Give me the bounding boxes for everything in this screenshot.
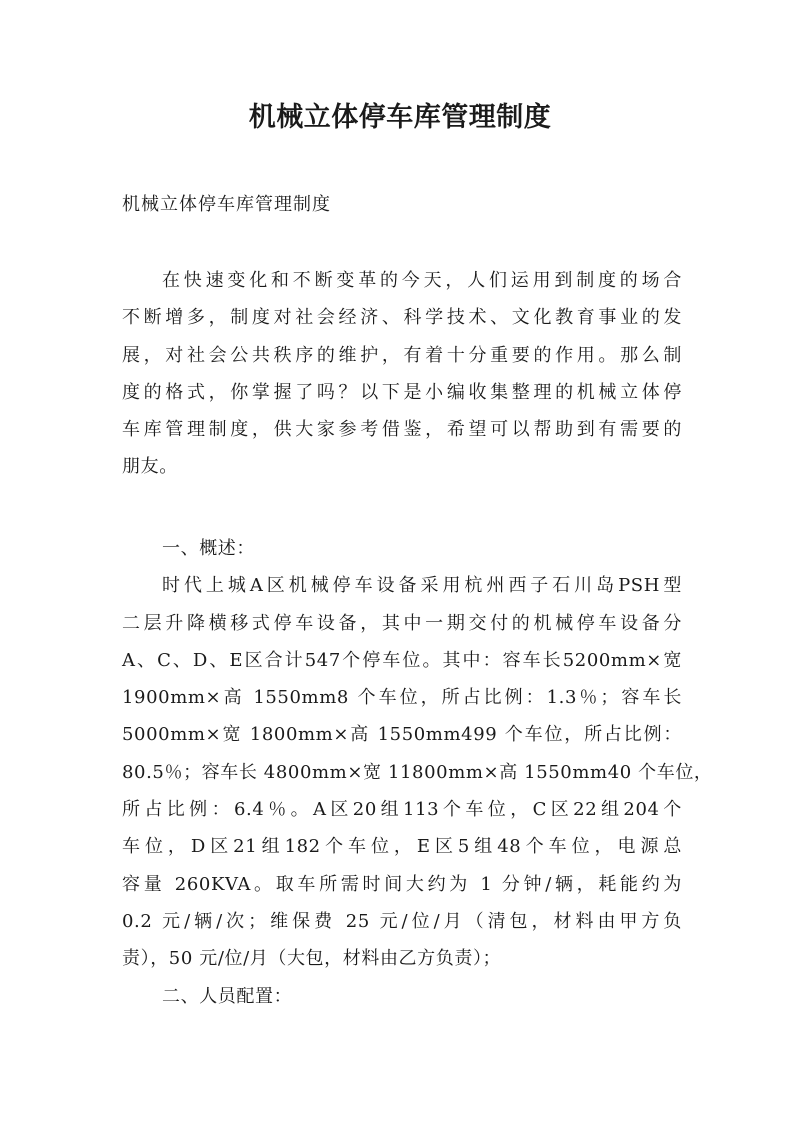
overview-line: A、C、D、E区合计547个停车位。其中：容车长5200mm×宽 [122,649,682,671]
intro-line: 不断增多，制度对社会经济、科学技术、文化教育事业的发 [122,307,682,329]
intro-line: 朋友。 [122,456,178,478]
overview-line: 责），50 元/位/月（大包，材料由乙方负责）； [122,948,502,970]
intro-line: 车库管理制度，供大家参考借鉴，希望可以帮助到有需要的 [122,419,682,441]
intro-line: 展，对社会公共秩序的维护，有着十分重要的作用。那么制 [122,344,682,366]
section-heading-overview: 一、概述： [162,538,255,559]
overview-line: 所占比例：6.4％。A区20组113个车位，C区22组204个 [122,799,682,821]
section-overview [122,530,713,1015]
overview-line: 80.5％；容车长 4800mm×宽 11800mm×高 1550mm40 个车位， [122,761,713,783]
overview-line: 时代上城A区机械停车设备采用杭州西子石川岛PSH型 [162,575,682,597]
intro-paragraph [122,262,682,486]
intro-line: 在快速变化和不断变革的今天，人们运用到制度的场合 [162,270,682,291]
intro-line: 度的格式，你掌握了吗？以下是小编收集整理的机械立体停 [122,381,682,403]
overview-line: 容量 260KVA。取车所需时间大约为 1 分钟/辆，耗能约为 [122,873,682,895]
overview-line: 1900mm×高 1550mm8 个车位，所占比例：1.3％；容车长 [122,687,682,709]
overview-line: 二层升降横移式停车设备，其中一期交付的机械停车设备分 [122,612,682,634]
overview-line: 5000mm×宽 1800mm×高 1550mm499 个车位，所占比例： [122,724,682,746]
document-subtitle: 机械立体停车库管理制度 [122,194,331,215]
overview-line: 车位，D区21组182个车位，E区5组48个车位，电源总 [122,836,682,858]
document-title: 机械立体停车库管理制度 [248,102,552,133]
section-heading-staffing: 二、人员配置： [162,985,293,1007]
overview-line: 0.2 元/辆/次；维保费 25 元/位/月（清包，材料由甲方负 [122,910,682,932]
